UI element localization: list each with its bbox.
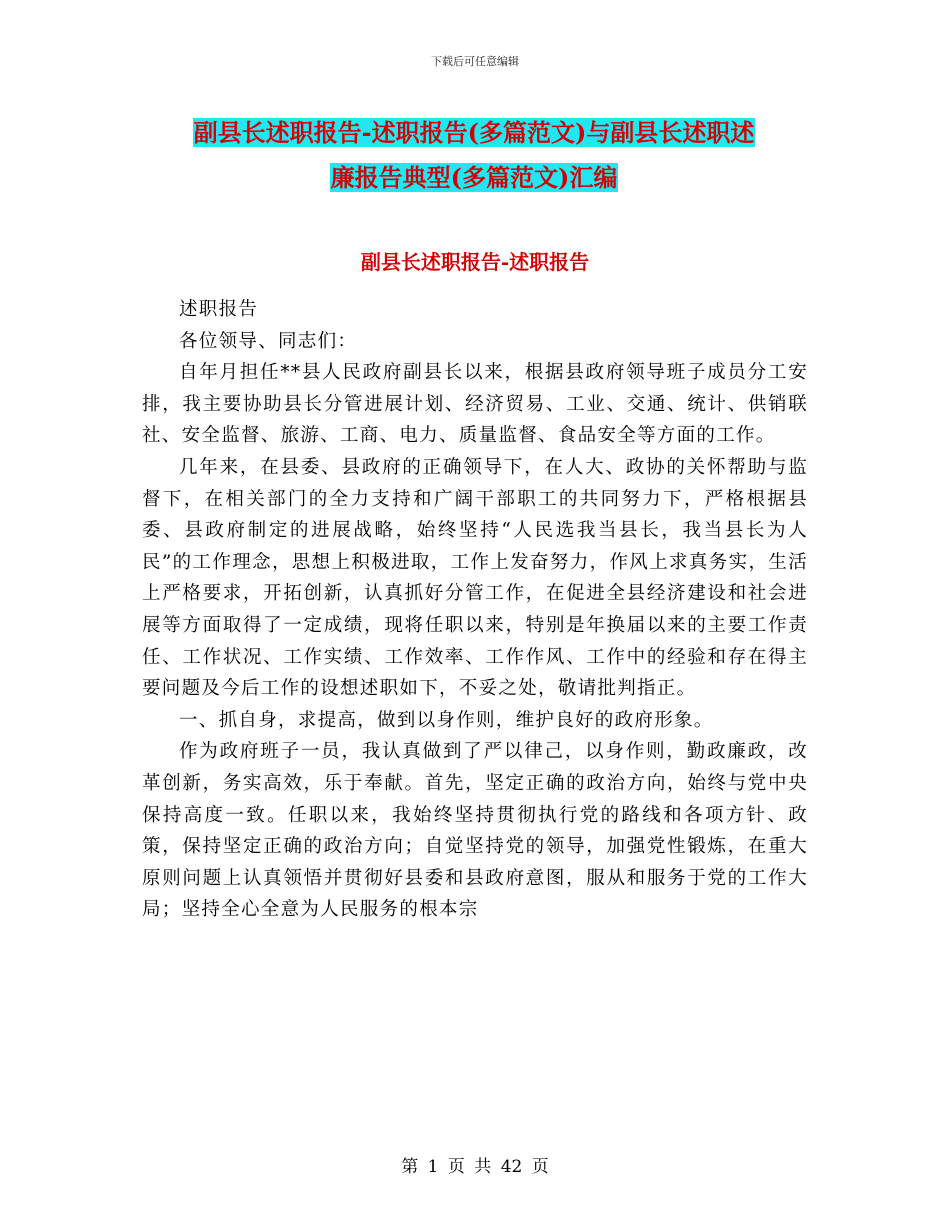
paragraph: 各位领导、同志们： — [179, 330, 358, 352]
paragraph: 几年来，在县委、县政府的正确领导下，在人大、政协的关怀帮助与监督下，在相关部门的全力支持和广阔干部职工的共同努力下，严格根据县委、县政府制定的进展战略，始终坚持“人民选我当县长，我当县长为人民”的工作理念，思想上积极进取，工作上发奋努力，作风上求真务实，生活上严格要求，开拓创新，认真抓好分管工作，在促进全县经济建设和社会进展等方面取得了一定成绩，现将任职以来，特别是年换届以来的主要工作责任、工作状况、工作实绩、工作效率、工作作风、工作中的经验和存在得主要问题及今后工作的设想述职如下，不妥之处，敬请批判指正。 — [142, 456, 808, 700]
paragraph: 述职报告 — [179, 299, 259, 320]
section-title: 副县长述职报告-述职报告 — [360, 250, 590, 274]
header-note: 下载后可任意编辑 — [431, 55, 519, 68]
document-body — [142, 294, 808, 926]
title-line-1: 副县长述职报告-述职报告(多篇范文)与副县长述职述 — [193, 118, 755, 147]
document-title — [140, 110, 808, 200]
paragraph: 一、抓自身，求提高，做到以身作则，维护良好的政府形象。 — [179, 709, 714, 731]
paragraph: 自年月担任**县人民政府副县长以来，根据县政府领导班子成员分工安排，我主要协助县长分管进展计划、经济贸易、工业、交通、统计、供销联社、安全监督、旅游、工商、电力、质量监督、食品安全等方面的工作。 — [142, 362, 808, 447]
paragraph: 作为政府班子一员，我认真做到了严以律己，以身作则，勤政廉政，改革创新，务实高效，乐于奉献。首先，坚定正确的政治方向，始终与党中央保持高度一致。任职以来，我始终坚持贯彻执行党的路线和各项方针、政策，保持坚定正确的政治方向；自觉坚持党的领导，加强党性锻炼，在重大原则问题上认真领悟并贯彻好县委和县政府意图，服从和服务于党的工作大局；坚持全心全意为人民服务的根本宗 — [142, 741, 808, 921]
title-line-2: 廉报告典型(多篇范文)汇编 — [330, 163, 618, 192]
page-number: 第 1 页 共 42 页 — [401, 1157, 549, 1177]
